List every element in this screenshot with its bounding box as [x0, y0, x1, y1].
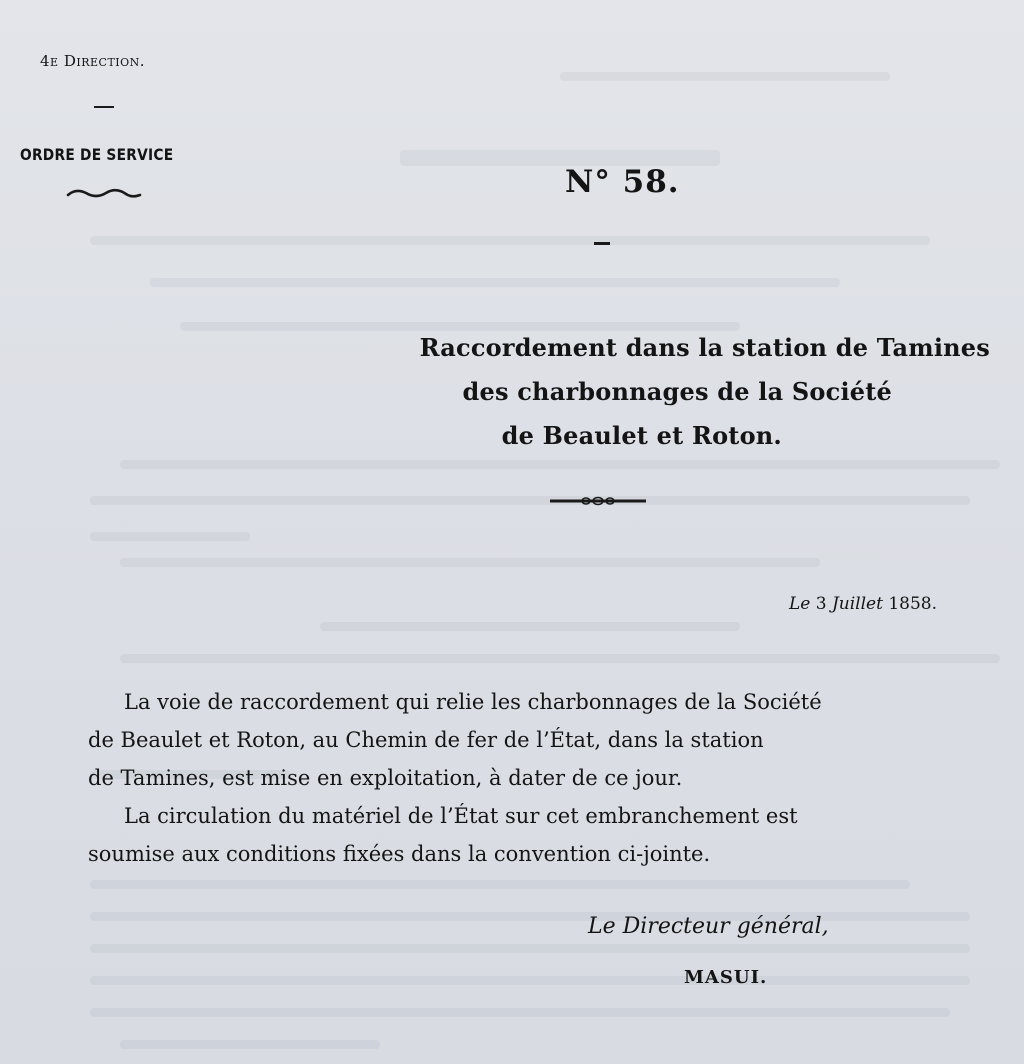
- signatory-title: Le Directeur général,: [588, 914, 829, 939]
- body-line: La voie de raccordement qui relie les charbonnages de la Société: [124, 690, 822, 714]
- body-text: [88, 683, 988, 873]
- number-dash: [594, 242, 610, 245]
- date-day: 3: [815, 594, 827, 614]
- body-line: de Beaulet et Roton, au Chemin de fer de l’État, dans la station: [88, 728, 764, 752]
- date-year: 1858.: [888, 594, 937, 614]
- title-line: de Beaulet et Roton.: [501, 421, 782, 450]
- body-line: La circulation du matériel de l’État sur cet embranchement est: [124, 804, 798, 828]
- title-line: Raccordement dans la station de Tamines: [419, 333, 990, 362]
- document-title: [210, 326, 1000, 458]
- signatory-name: MASUI.: [684, 967, 768, 988]
- body-line: de Tamines, est mise en exploitation, à dater de ce jour.: [88, 766, 683, 790]
- document-date: [560, 594, 937, 614]
- direction-label: 4e Direction.: [40, 52, 146, 70]
- date-month: Juillet: [831, 594, 883, 614]
- body-line: soumise aux conditions fixées dans la convention ci-jointe.: [88, 842, 711, 866]
- title-line: des charbonnages de la Société: [462, 377, 892, 406]
- order-type-label: ORDRE DE SERVICE: [20, 145, 174, 164]
- swash-ornament: [66, 186, 142, 202]
- order-number: N° 58.: [565, 164, 680, 200]
- direction-dash: [94, 106, 114, 108]
- date-prefix: Le: [788, 594, 811, 614]
- ornamental-rule: [548, 494, 648, 508]
